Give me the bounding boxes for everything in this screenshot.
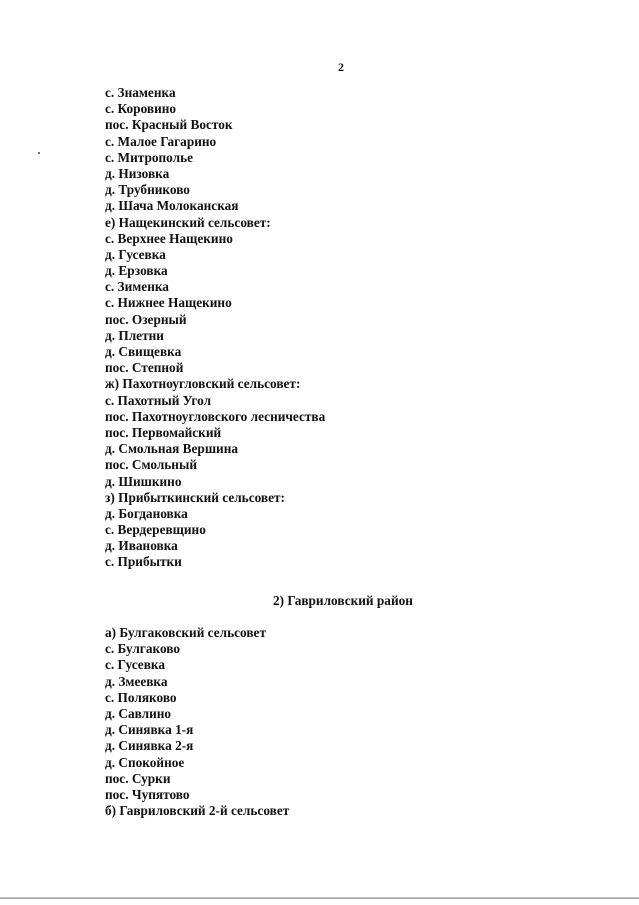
list-item: д. Спокойное [105, 754, 185, 770]
subsection-heading: б) Гавриловский 2-й сельсовет [105, 803, 290, 819]
list-item: с. Знаменка [105, 85, 176, 100]
list-item: с. Митрополье [105, 149, 194, 165]
list-item: д. Синявка 1-я [105, 722, 194, 738]
subsection-heading: ж) Пахотноугловский сельсовет: [105, 376, 301, 392]
district-heading: 2) Гавриловский район [273, 593, 413, 608]
list-item: с. Верхнее Нащекино [105, 230, 233, 246]
list-item: с. Булгаково [105, 641, 181, 657]
list-item: д. Плетни [105, 327, 164, 343]
settlement-list-gavrilovsky [105, 625, 289, 819]
list-item: пос. Сурки [105, 770, 171, 786]
list-item: д. Шишкино [105, 473, 182, 489]
list-item: д. Трубниково [105, 182, 190, 198]
list-item: с. Нижнее Нащекино [105, 295, 232, 311]
list-item: д. Синявка 2-я [105, 738, 194, 754]
list-item: пос. Пахотноугловского лесничества [105, 408, 326, 424]
list-item: с. Гусевка [105, 657, 165, 673]
list-item: д. Гусевка [105, 246, 166, 262]
list-item: с. Поляково [105, 689, 177, 705]
list-item: д. Богдановка [105, 505, 188, 521]
list-item: с. Зименка [105, 279, 169, 295]
list-item: с. Вердеревщино [105, 522, 206, 538]
list-item: пос. Степной [105, 360, 184, 376]
scan-speck [38, 152, 40, 154]
list-item: д. Смольная Вершина [105, 441, 239, 457]
scan-bottom-edge [0, 897, 639, 899]
list-item: д. Савлино [105, 705, 172, 721]
list-item: пос. Красный Восток [105, 117, 233, 133]
subsection-heading: а) Булгаковский сельсовет [105, 625, 266, 640]
list-item: пос. Первомайский [105, 424, 222, 440]
list-item: д. Ерзовка [105, 263, 168, 279]
list-item: пос. Чупятово [105, 786, 190, 802]
list-item: д. Шача Молоканская [105, 198, 239, 214]
settlement-list-continued [105, 85, 325, 571]
list-item: д. Ивановка [105, 538, 178, 554]
list-item: с. Прибытки [105, 554, 182, 570]
list-item: с. Коровино [105, 101, 177, 117]
list-item: д. Свищевка [105, 344, 182, 359]
list-item: пос. Озерный [105, 311, 187, 327]
subsection-heading: з) Прибыткинский сельсовет: [105, 489, 285, 505]
list-item: пос. Смольный [105, 457, 198, 473]
list-item: с. Пахотный Угол [105, 392, 212, 408]
subsection-heading: е) Нащекинский сельсовет: [105, 214, 271, 230]
list-item: с. Малое Гагарино [105, 133, 217, 149]
list-item: д. Змеевка [105, 673, 168, 689]
list-item: д. Низовка [105, 165, 170, 181]
page-number: 2 [338, 60, 344, 74]
